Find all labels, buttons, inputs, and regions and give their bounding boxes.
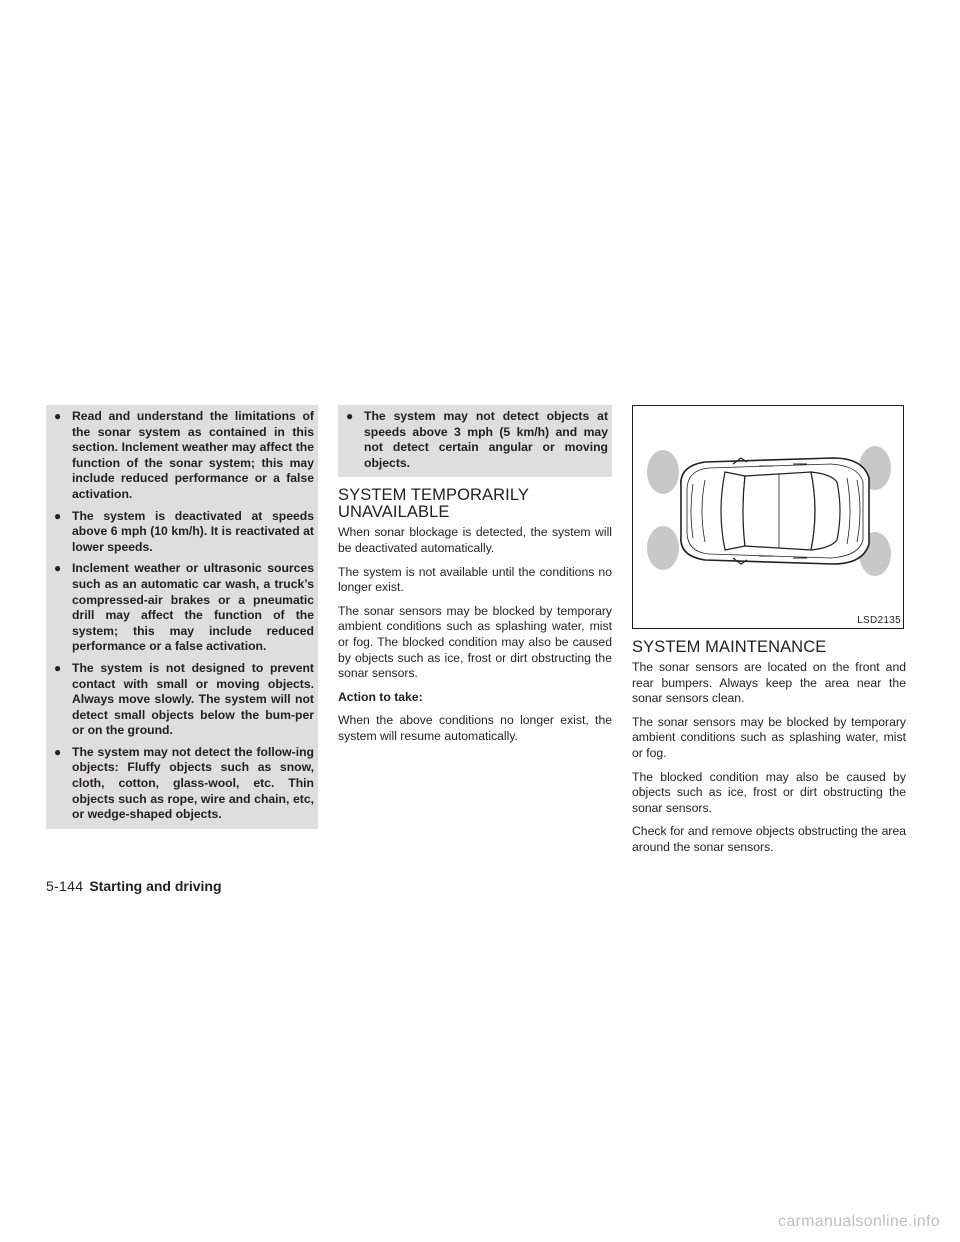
heading-system-maintenance: SYSTEM MAINTENANCE [632, 638, 827, 656]
warning-item: ● The system is deactivated at speeds above 6 mph (10 km/h). It is reactivated at lower speeds. [54, 508, 314, 554]
watermark: carmanualsonline.info [778, 1213, 940, 1230]
page-footer [46, 878, 222, 894]
bullet-icon: ● [346, 409, 354, 423]
sonar-sensor-figure [632, 405, 904, 629]
warning-column-1 [46, 405, 318, 829]
sensor-zone-front-left [647, 450, 679, 494]
bullet-icon: ● [54, 508, 62, 523]
paragraph: When sonar blockage is detected, the system will be deactivated automatically. [338, 525, 612, 555]
paragraph: Check for and remove objects obstructing the area around the sonar sensors. [632, 824, 906, 854]
paragraph: The system is not available until the conditions no longer exist. [338, 564, 612, 595]
action-label: Action to take: [338, 689, 423, 704]
bullet-icon: ● [54, 744, 62, 759]
content-column-2 [338, 405, 612, 753]
page-number: 5-144 [46, 878, 84, 894]
sensor-zone-rear-left [647, 526, 679, 570]
warning-item: ● The system is not designed to prevent contact with small or moving objects. Always move slowly. The system will not detect small objects below the bum-per or on the ground. [54, 660, 314, 738]
paragraph: The sonar sensors may be blocked by temporary ambient conditions such as splashing water, mist or fog. The blocked condition may also be caused by objects such as ice, frost or dirt obstructing the sonar sensors. [338, 603, 612, 681]
warning-item: ● The system may not detect objects at speeds above 3 mph (5 km/h) and may not detect certain angular or moving objects. [346, 409, 608, 470]
bullet-icon: ● [54, 409, 62, 423]
paragraph: The sonar sensors are located on the front and rear bumpers. Always keep the area near the sonar sensors clean. [632, 660, 906, 706]
paragraph: When the above conditions no longer exist, the system will resume automatically. [338, 713, 612, 743]
content-column-3 [632, 405, 906, 864]
warning-box [46, 405, 318, 829]
rear-window [811, 472, 840, 550]
warning-item: ● Read and understand the limitations of the sonar system as contained in this section. Inclement weather may affect the function of the sonar system; this may include reduced performance or a false activation. [54, 409, 314, 501]
bullet-icon: ● [54, 660, 62, 675]
windshield [721, 472, 745, 550]
warning-box [338, 405, 612, 477]
section-title: Starting and driving [89, 878, 222, 894]
paragraph: The sonar sensors may be blocked by temporary ambient conditions such as splashing water, mist or fog. [632, 714, 906, 760]
warning-item: ● The system may not detect the follow-ing objects: Fluffy objects such as snow, cloth, cotton, glass-wool, etc. Thin objects such as rope, wire and chain, etc, or wedge-shaped objects. [54, 744, 314, 822]
heading-system-temporarily-unavailable: SYSTEM TEMPORARILY UNAVAILABLE [338, 486, 529, 522]
figure-code: LSD2135 [857, 615, 901, 626]
warning-item: ● Inclement weather or ultrasonic sources such as an automatic car wash, a truck’s compressed-air brakes or a pneumatic drill may affect the function of the system; this may include reduced performance or a false activation. [54, 561, 314, 654]
paragraph: The blocked condition may also be caused by objects such as ice, frost or dirt obstructing the sonar sensors. [632, 769, 906, 815]
car-top-view-illustration [633, 406, 905, 630]
bullet-icon: ● [54, 561, 62, 576]
